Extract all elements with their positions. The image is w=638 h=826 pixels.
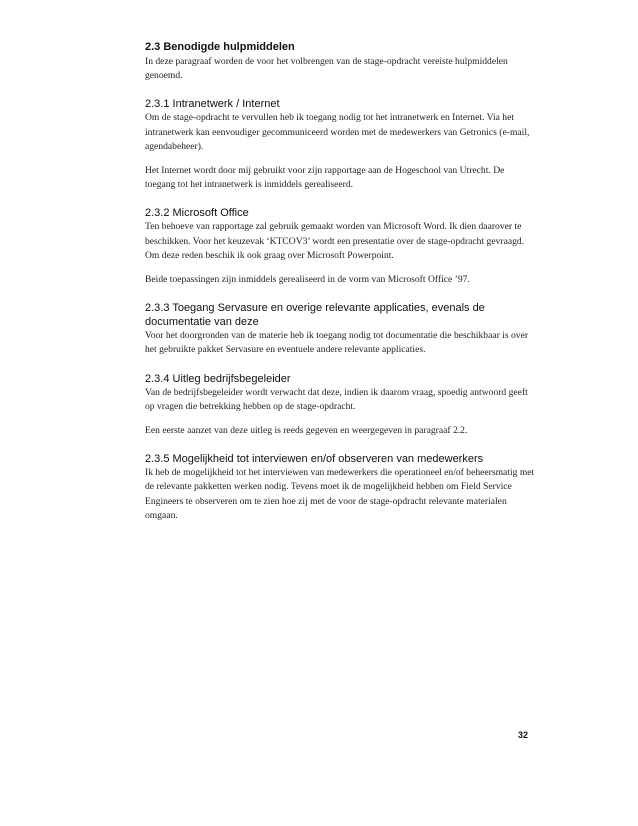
paragraph-2-3-4-b: Een eerste aanzet van deze uitleg is reeds gegeven en weergegeven in paragraaf 2.2.	[145, 425, 468, 437]
section-heading-2-3: 2.3 Benodigde hulpmiddelen	[145, 41, 295, 53]
intro-paragraph: In deze paragraaf worden de voor het volbrengen van de stage-opdracht vereiste hulpmiddelen genoemd.	[145, 56, 508, 82]
paragraph-2-3-1-a: Om de stage-opdracht te vervullen heb ik toegang nodig tot het intranetwerk en Internet. Via het intranetwerk kan eenvoudiger gecommuniceerd worden met de medewerkers van Getronics (e-mail, agendabeheer).	[145, 112, 530, 152]
heading-2-3-5: 2.3.5 Mogelijkheid tot interviewen en/of observeren van medewerkers	[145, 453, 484, 466]
heading-2-3-1: 2.3.1 Intranetwerk / Internet	[145, 98, 280, 111]
heading-2-3-4: 2.3.4 Uitleg bedrijfsbegeleider	[145, 372, 291, 385]
heading-2-3-3: 2.3.3 Toegang Servasure en overige relevante applicaties, evenals de documentatie van deze	[145, 302, 485, 329]
page-content	[145, 40, 535, 523]
paragraph-2-3-5-a: Ik heb de mogelijkheid tot het interviewen van medewerkers die operationeel en/of beheersmatig met de relevante pakketten werken nodig. Tevens moet ik de mogelijkheid hebben om Field Service Engineers te observeren om te zien hoe zij met de voor de stage-opdracht relevante materialen omgaan.	[145, 467, 535, 521]
paragraph-2-3-2-a: Ten behoeve van rapportage zal gebruik gemaakt worden van Microsoft Word. Ik dien daarover te beschikken. Voor het keuzevak ‘KTCOV3’ wordt een presentatie over de stage-opdracht gevraagd. Om deze reden beschik ik ook graag over Microsoft Powerpoint.	[145, 221, 525, 261]
paragraph-2-3-2-b: Beide toepassingen zijn inmiddels gerealiseerd in de vorm van Microsoft Office ’97.	[145, 274, 470, 286]
paragraph-2-3-1-b: Het Internet wordt door mij gebruikt voor zijn rapportage aan de Hogeschool van Utrecht. De toegang tot het intranetwerk is inmiddels gerealiseerd.	[145, 165, 505, 191]
page-number: 32	[518, 730, 529, 740]
paragraph-2-3-3-a: Voor het doorgronden van de materie heb ik toegang nodig tot documentatie die beschikbaar is over het gebruikte pakket Servasure en eventuele andere relevante applicaties.	[145, 330, 529, 356]
heading-2-3-2: 2.3.2 Microsoft Office	[145, 207, 249, 220]
paragraph-2-3-4-a: Van de bedrijfsbegeleider wordt verwacht dat deze, indien ik daarom vraag, spoedig antwoord geeft op vragen die betrekking hebben op de stage-opdracht.	[145, 386, 528, 412]
